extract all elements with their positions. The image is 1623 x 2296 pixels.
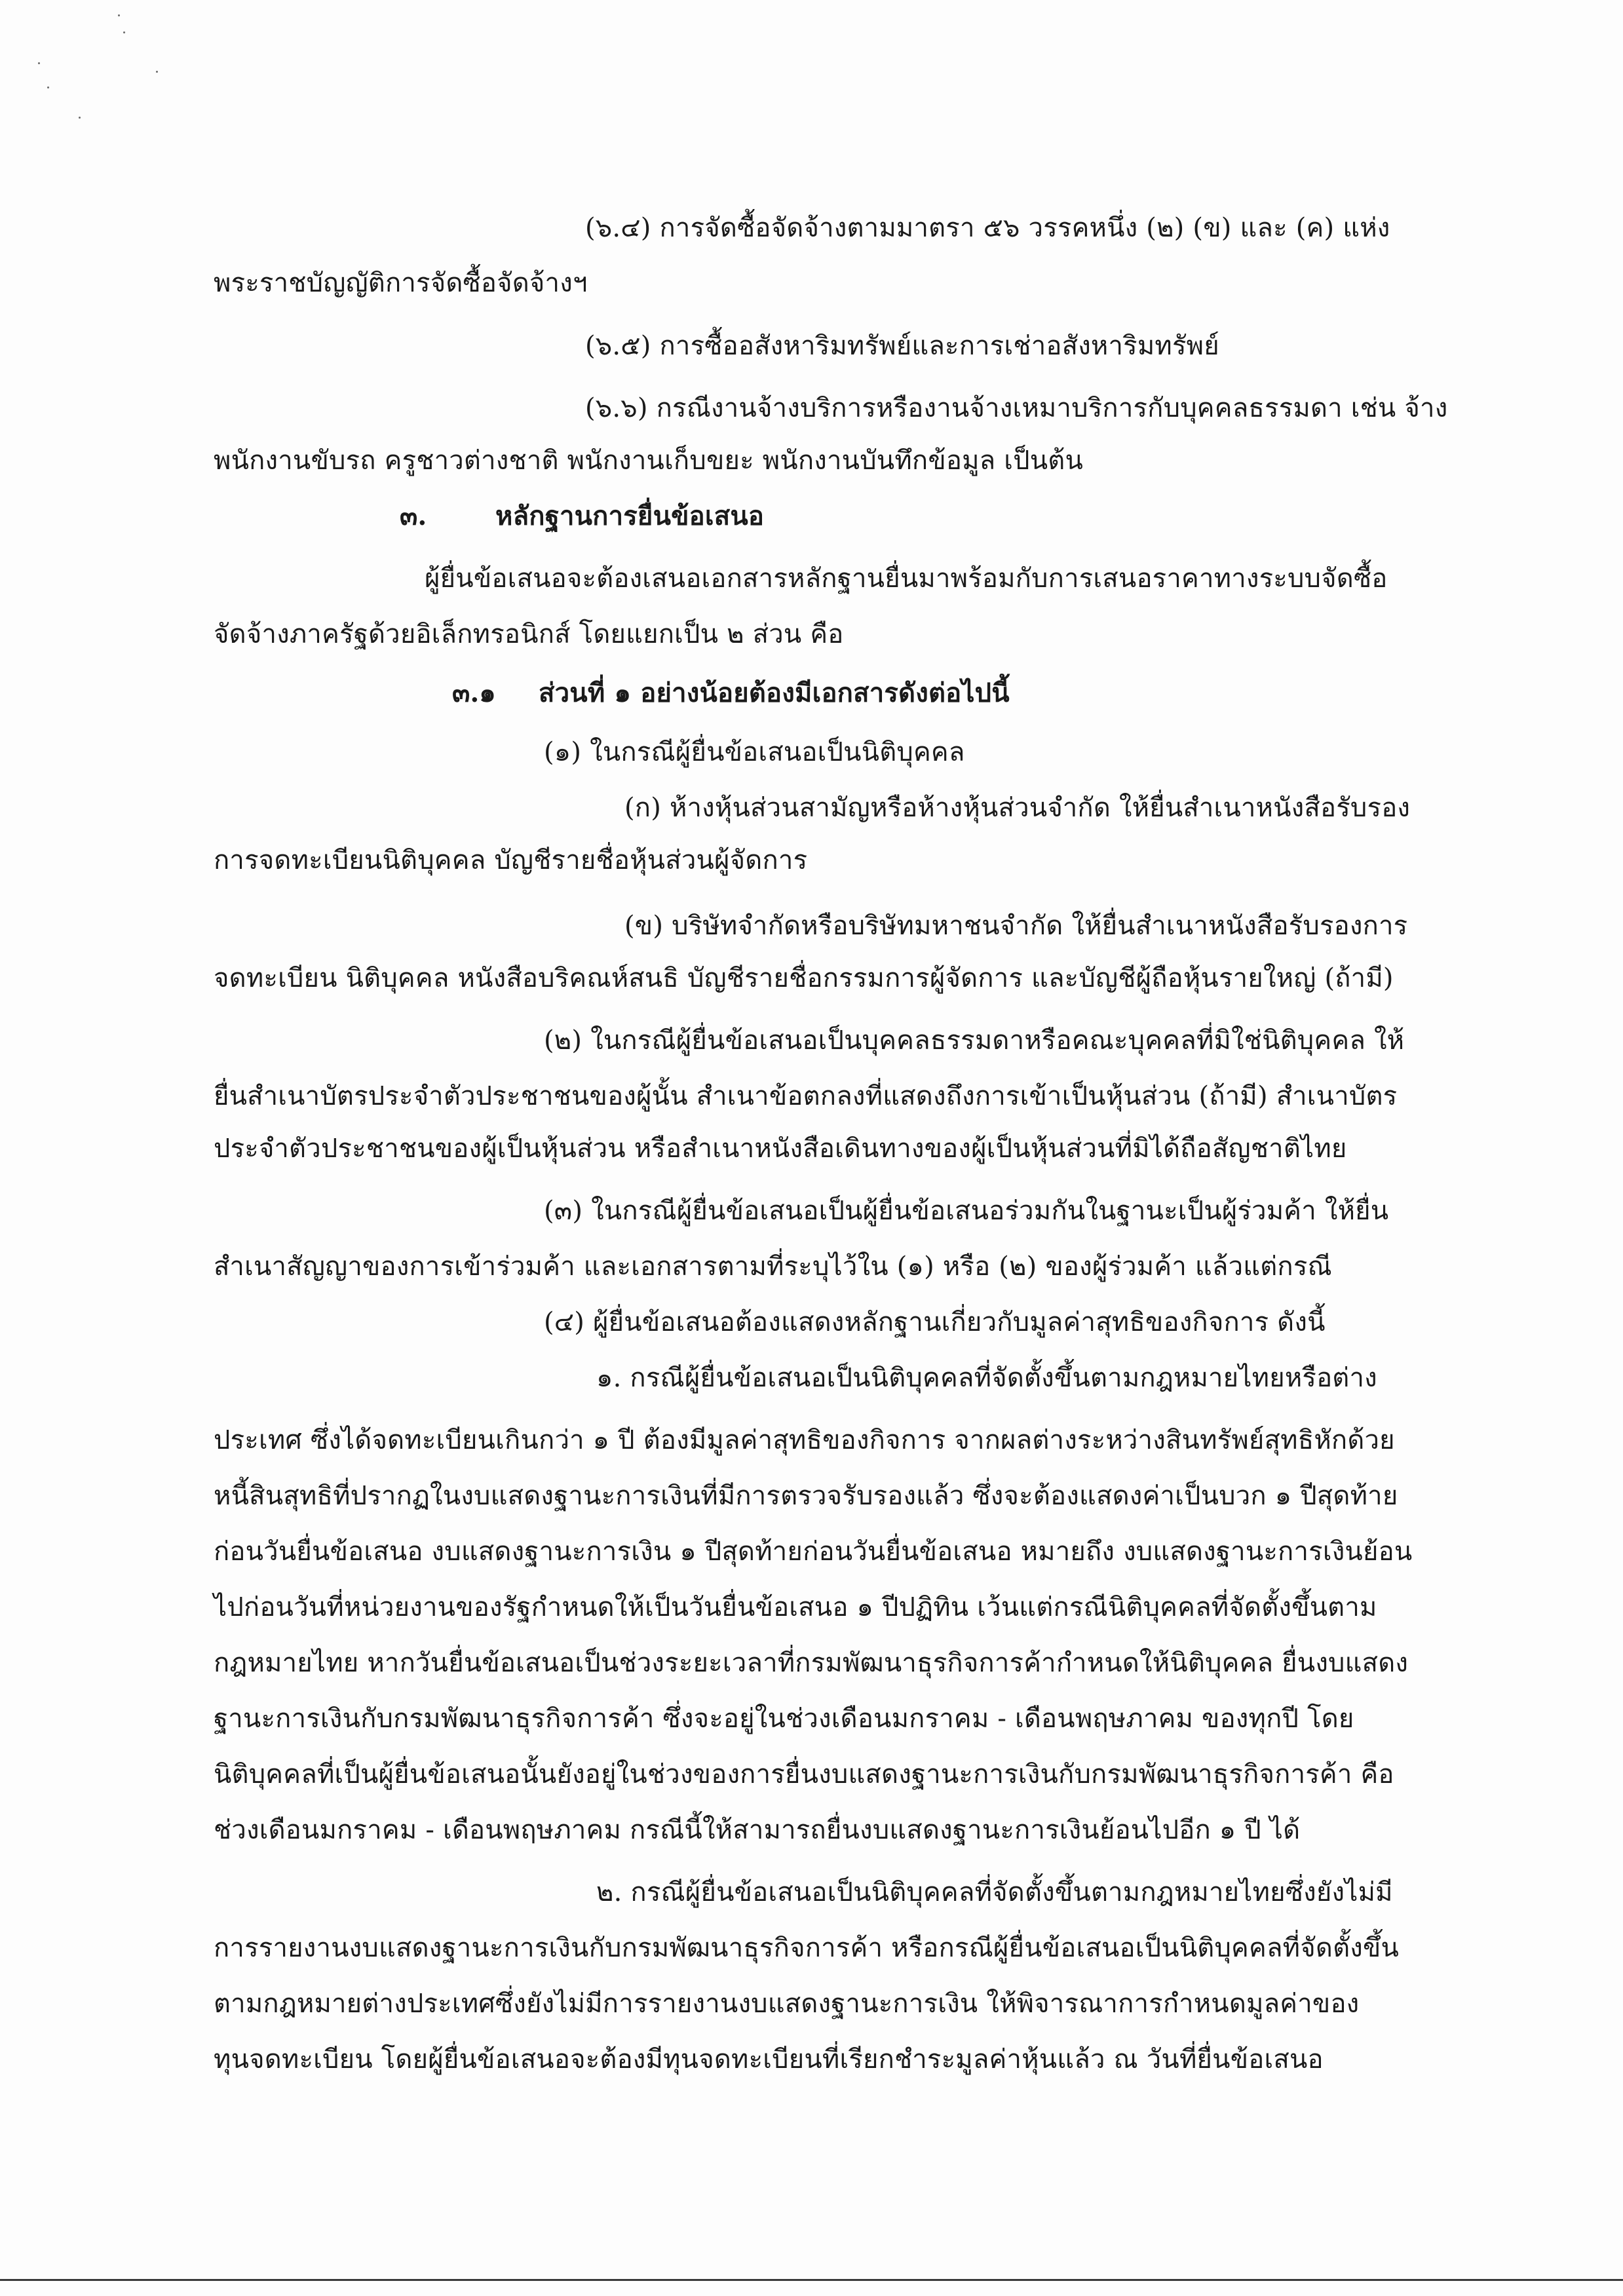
paragraph-line: กฎหมายไทย หากวันยื่นข้อเสนอเป็นช่วงระยะเวลาที่กรมพัฒนาธุรกิจการค้ากำหนดให้นิติบุคคล ยื่นงบแสดง (214, 1648, 1409, 1678)
scan-speck (79, 117, 81, 119)
subsection-heading: ส่วนที่ ๑ อย่างน้อยต้องมีเอกสารดังต่อไปนี้ (539, 678, 1010, 708)
paragraph-line: ผู้ยื่นข้อเสนอจะต้องเสนอเอกสารหลักฐานยื่นมาพร้อมกับการเสนอราคาทางระบบจัดซื้อ (425, 564, 1388, 594)
paragraph-line: สำเนาสัญญาของการเข้าร่วมค้า และเอกสารตามที่ระบุไว้ใน (๑) หรือ (๒) ของผู้ร่วมค้า แล้วแต่กรณี (214, 1252, 1332, 1282)
paragraph-line: ก่อนวันยื่นข้อเสนอ งบแสดงฐานะการเงิน ๑ ปีสุดท้ายก่อนวันยื่นข้อเสนอ หมายถึง งบแสดงฐานะการเงินย้อน (214, 1537, 1413, 1567)
paragraph-line: (๖.๔) การจัดซื้อจัดจ้างตามมาตรา ๕๖ วรรคหนึ่ง (๒) (ข) และ (ค) แห่ง (585, 213, 1390, 243)
scan-speck (156, 71, 158, 73)
section-heading: หลักฐานการยื่นข้อเสนอ (495, 501, 765, 531)
paragraph-line: การจดทะเบียนนิติบุคคล บัญชีรายชื่อหุ้นส่วนผู้จัดการ (214, 845, 808, 875)
bottom-divider (0, 2279, 1623, 2281)
paragraph-line: (๖.๕) การซื้ออสังหาริมทรัพย์และการเช่าอสังหาริมทรัพย์ (585, 331, 1219, 361)
section-number: ๓. (400, 501, 427, 531)
paragraph-line: ยื่นสำเนาบัตรประจำตัวประชาชนของผู้นั้น สำเนาข้อตกลงที่แสดงถึงการเข้าเป็นหุ้นส่วน (ถ้ามี) สำเนาบัตร (214, 1081, 1398, 1111)
paragraph-line: ไปก่อนวันที่หน่วยงานของรัฐกำหนดให้เป็นวันยื่นข้อเสนอ ๑ ปีปฏิทิน เว้นแต่กรณีนิติบุคคลที่จัดตั้งขึ้นตาม (214, 1592, 1377, 1622)
scan-speck (47, 86, 49, 88)
paragraph-line: หนี้สินสุทธิที่ปรากฏในงบแสดงฐานะการเงินที่มีการตรวจรับรองแล้ว ซึ่งจะต้องแสดงค่าเป็นบวก ๑ ปีสุดท้าย (214, 1481, 1398, 1511)
scan-speck (118, 14, 120, 16)
list-item: (๔) ผู้ยื่นข้อเสนอต้องแสดงหลักฐานเกี่ยวกับมูลค่าสุทธิของกิจการ ดังนี้ (544, 1307, 1326, 1337)
scan-speck (123, 31, 125, 33)
paragraph-line: จัดจ้างภาครัฐด้วยอิเล็กทรอนิกส์ โดยแยกเป็น ๒ ส่วน คือ (214, 619, 844, 649)
paragraph-line: พระราชบัญญัติการจัดซื้อจัดจ้างฯ (214, 268, 588, 298)
list-item: ๒. กรณีผู้ยื่นข้อเสนอเป็นนิติบุคคลที่จัดตั้งขึ้นตามกฎหมายไทยซึ่งยังไม่มี (596, 1877, 1393, 1907)
paragraph-line: ฐานะการเงินกับกรมพัฒนาธุรกิจการค้า ซึ่งจะอยู่ในช่วงเดือนมกราคม - เดือนพฤษภาคม ของทุกปี โดย (214, 1704, 1354, 1734)
list-item: ๑. กรณีผู้ยื่นข้อเสนอเป็นนิติบุคคลที่จัดตั้งขึ้นตามกฎหมายไทยหรือต่าง (596, 1363, 1377, 1393)
paragraph-line: การรายงานงบแสดงฐานะการเงินกับกรมพัฒนาธุรกิจการค้า หรือกรณีผู้ยื่นข้อเสนอเป็นนิติบุคคลที่จัดตั้งขึ้น (214, 1933, 1400, 1963)
list-item: (๑) ในกรณีผู้ยื่นข้อเสนอเป็นนิติบุคคล (544, 737, 965, 767)
list-item: (ข) บริษัทจำกัดหรือบริษัทมหาชนจำกัด ให้ยื่นสำเนาหนังสือรับรองการ (624, 911, 1408, 941)
paragraph-line: พนักงานขับรถ ครูชาวต่างชาติ พนักงานเก็บขยะ พนักงานบันทึกข้อมูล เป็นต้น (214, 446, 1084, 476)
list-item: (๓) ในกรณีผู้ยื่นข้อเสนอเป็นผู้ยื่นข้อเสนอร่วมกันในฐานะเป็นผู้ร่วมค้า ให้ยื่น (544, 1196, 1389, 1226)
paragraph-line: ช่วงเดือนมกราคม - เดือนพฤษภาคม กรณีนี้ให้สามารถยื่นงบแสดงฐานะการเงินย้อนไปอีก ๑ ปี ได้ (214, 1815, 1301, 1845)
paragraph-line: จดทะเบียน นิติบุคคล หนังสือบริคณห์สนธิ บัญชีรายชื่อกรรมการผู้จัดการ และบัญชีผู้ถือหุ้นรายใหญ่ (ถ้ามี) (214, 963, 1394, 993)
subsection-number: ๓.๑ (452, 678, 496, 708)
list-item: (๒) ในกรณีผู้ยื่นข้อเสนอเป็นบุคคลธรรมดาหรือคณะบุคคลที่มิใช่นิติบุคคล ให้ (544, 1025, 1405, 1056)
scan-speck (38, 62, 40, 64)
paragraph-line: นิติบุคคลที่เป็นผู้ยื่นข้อเสนอนั้นยังอยู่ในช่วงของการยื่นงบแสดงฐานะการเงินกับกรมพัฒนาธุรกิจการค้า คือ (214, 1759, 1394, 1789)
paragraph-line: ประเทศ ซึ่งได้จดทะเบียนเกินกว่า ๑ ปี ต้องมีมูลค่าสุทธิของกิจการ จากผลต่างระหว่างสินทรัพย์สุทธิหักด้วย (214, 1425, 1395, 1455)
paragraph-line: ประจำตัวประชาชนของผู้เป็นหุ้นส่วน หรือสำเนาหนังสือเดินทางของผู้เป็นหุ้นส่วนที่มิได้ถือสัญชาติไทย (214, 1134, 1347, 1164)
list-item: (ก) ห้างหุ้นส่วนสามัญหรือห้างหุ้นส่วนจำกัด ให้ยื่นสำเนาหนังสือรับรอง (624, 793, 1411, 823)
paragraph-line: ทุนจดทะเบียน โดยผู้ยื่นข้อเสนอจะต้องมีทุนจดทะเบียนที่เรียกชำระมูลค่าหุ้นแล้ว ณ วันที่ยื่นข้อเสนอ (214, 2044, 1324, 2075)
paragraph-line: (๖.๖) กรณีงานจ้างบริการหรืองานจ้างเหมาบริการกับบุคคลธรรมดา เช่น จ้าง (585, 393, 1448, 423)
paragraph-line: ตามกฎหมายต่างประเทศซึ่งยังไม่มีการรายงานงบแสดงฐานะการเงิน ให้พิจารณาการกำหนดมูลค่าของ (214, 1989, 1360, 2019)
